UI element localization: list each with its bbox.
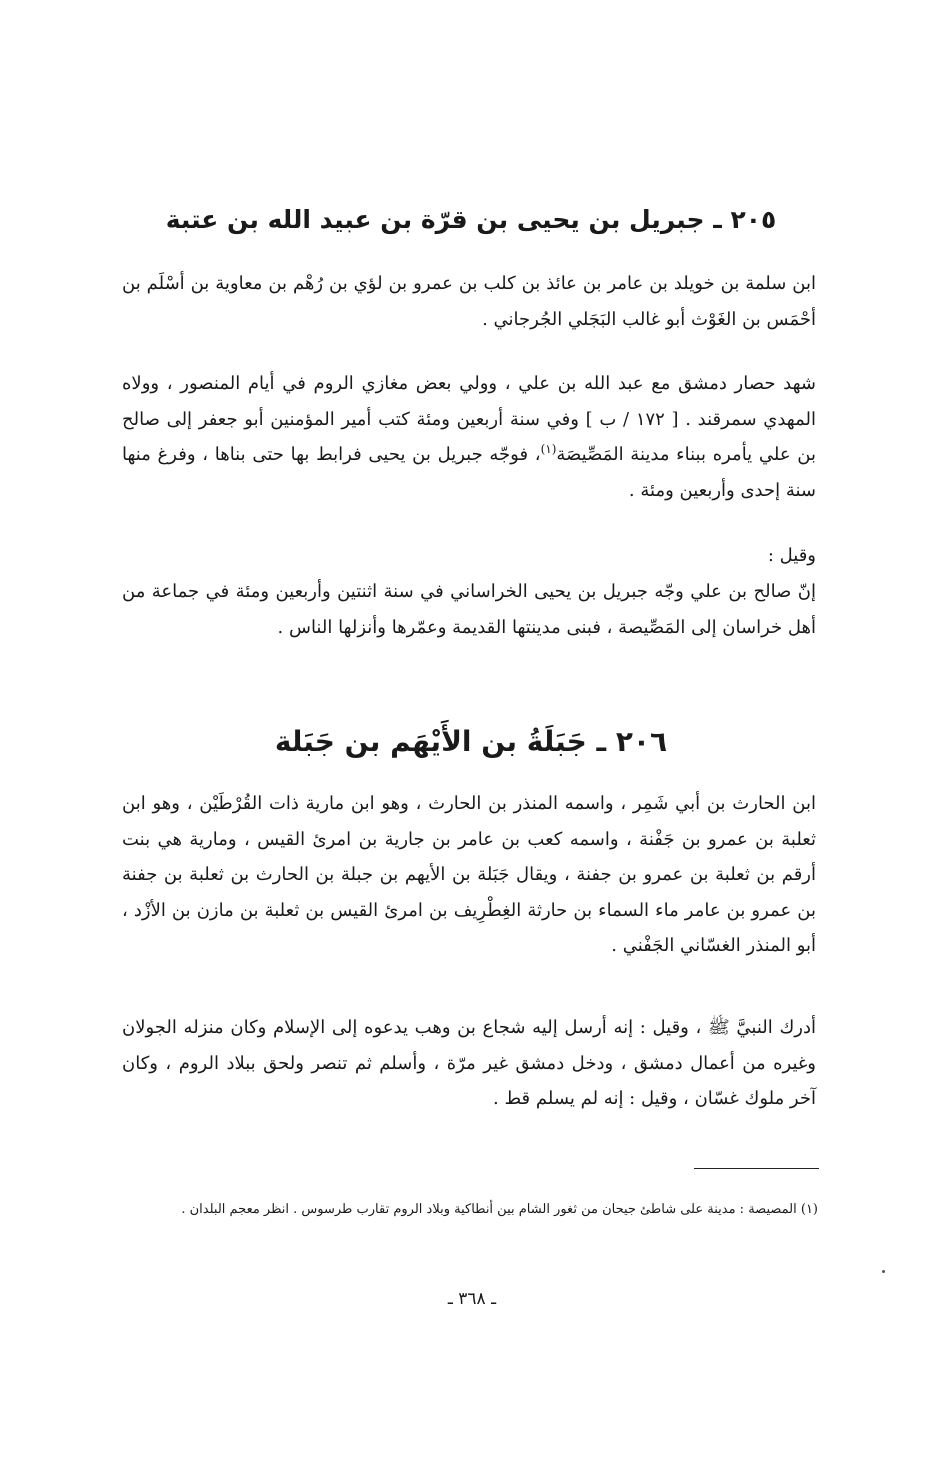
entry-205-alt-report-paragraph: إنّ صالح بن علي وجّه جبريل بن يحيى الخراساني في سنة اثنتين وأربعين ومئة في جماعة من أهل خراسان إلى المَصِّيصة ، فبنى مدينتها القديمة وعمّرها وأنزلها الناس . bbox=[122, 581, 816, 638]
entry-205-lineage-paragraph: ابن سلمة بن خويلد بن عامر بن عائذ بن كلب بن عمرو بن لؤي بن رُهْم بن معاوية بن أسْلَم بن أحْمَس بن الغَوْث أبو غالب البَجَلي الجُرجاني . bbox=[122, 273, 816, 330]
entry-205-biography-paragraph bbox=[122, 366, 816, 508]
entry-205-biography-text: شهد حصار دمشق مع عبد الله بن علي ، وولي بعض مغازي الروم في أيام المنصور ، وولاه المهدي سمرقند . [ ١٧٢ / ب ] وفي سنة أربعين ومئة كتب أمير المؤمنين أبو جعفر إلى صالح بن علي يأمره ببناء مدينة المَصِّيصَة bbox=[122, 373, 816, 465]
page-number: ـ ٣٦٨ ـ bbox=[447, 1289, 497, 1309]
entry-205-alt-report-label: وقيل : bbox=[767, 545, 816, 566]
scan-speck bbox=[882, 1270, 885, 1273]
entry-206-biography-paragraph: أدرك النبيَّ ﷺ ، وقيل : إنه أرسل إليه شجاع بن وهب يدعوه إلى الإسلام وكان منزله الجولان وغيره من أعمال دمشق ، ودخل دمشق غير مرّة ، وأسلم ثم تنصر ولحق ببلاد الروم ، وكان آخر ملوك غسّان ، وقيل : إنه لم يسلم قط . bbox=[122, 1017, 816, 1109]
entry-206-lineage-paragraph: ابن الحارث بن أبي شَمِر ، واسمه المنذر بن الحارث ، وهو ابن مارية ذات القُرْطَيْن ، وهو ابن ثعلبة بن عمرو بن جَفْنة ، واسمه كعب بن عامر بن جارية بن امرئ القيس ، ومارية هي بنت أرقم بن ثعلبة بن عمرو بن جفنة ، ويقال جَبَلة بن الأيهم بن جبلة بن الحارث بن ثعلبة بن جفنة بن عمرو بن عامر ماء السماء بن حارثة الغِطْرِيف بن امرئ القيس بن ثعلبة بن مازن بن الأزْد ، أبو المنذر الغسّاني الجَفْني . bbox=[122, 793, 816, 956]
footnote-divider bbox=[694, 1168, 819, 1169]
entry-205-biography-text-cont: ، فوجّه جبريل بن يحيى فرابط بها حتى بناها ، وفرغ منها سنة إحدى وأربعين ومئة . bbox=[122, 444, 816, 501]
entry-206-heading: ٢٠٦ ـ جَبَلَةُ بن الأَيْهَم بن جَبَلة bbox=[274, 725, 668, 758]
entry-205-heading: ٢٠٥ ـ جبريل بن يحيى بن قرّة بن عبيد الله بن عتبة bbox=[165, 205, 777, 234]
footnote-marker[interactable]: (١) bbox=[540, 442, 557, 456]
footnote-text: (١) المصيصة : مدينة على شاطئ جيحان من ثغور الشام بين أنطاكية وبلاد الروم تقارب طرسوس . انظر معجم البلدان . bbox=[181, 1202, 818, 1217]
